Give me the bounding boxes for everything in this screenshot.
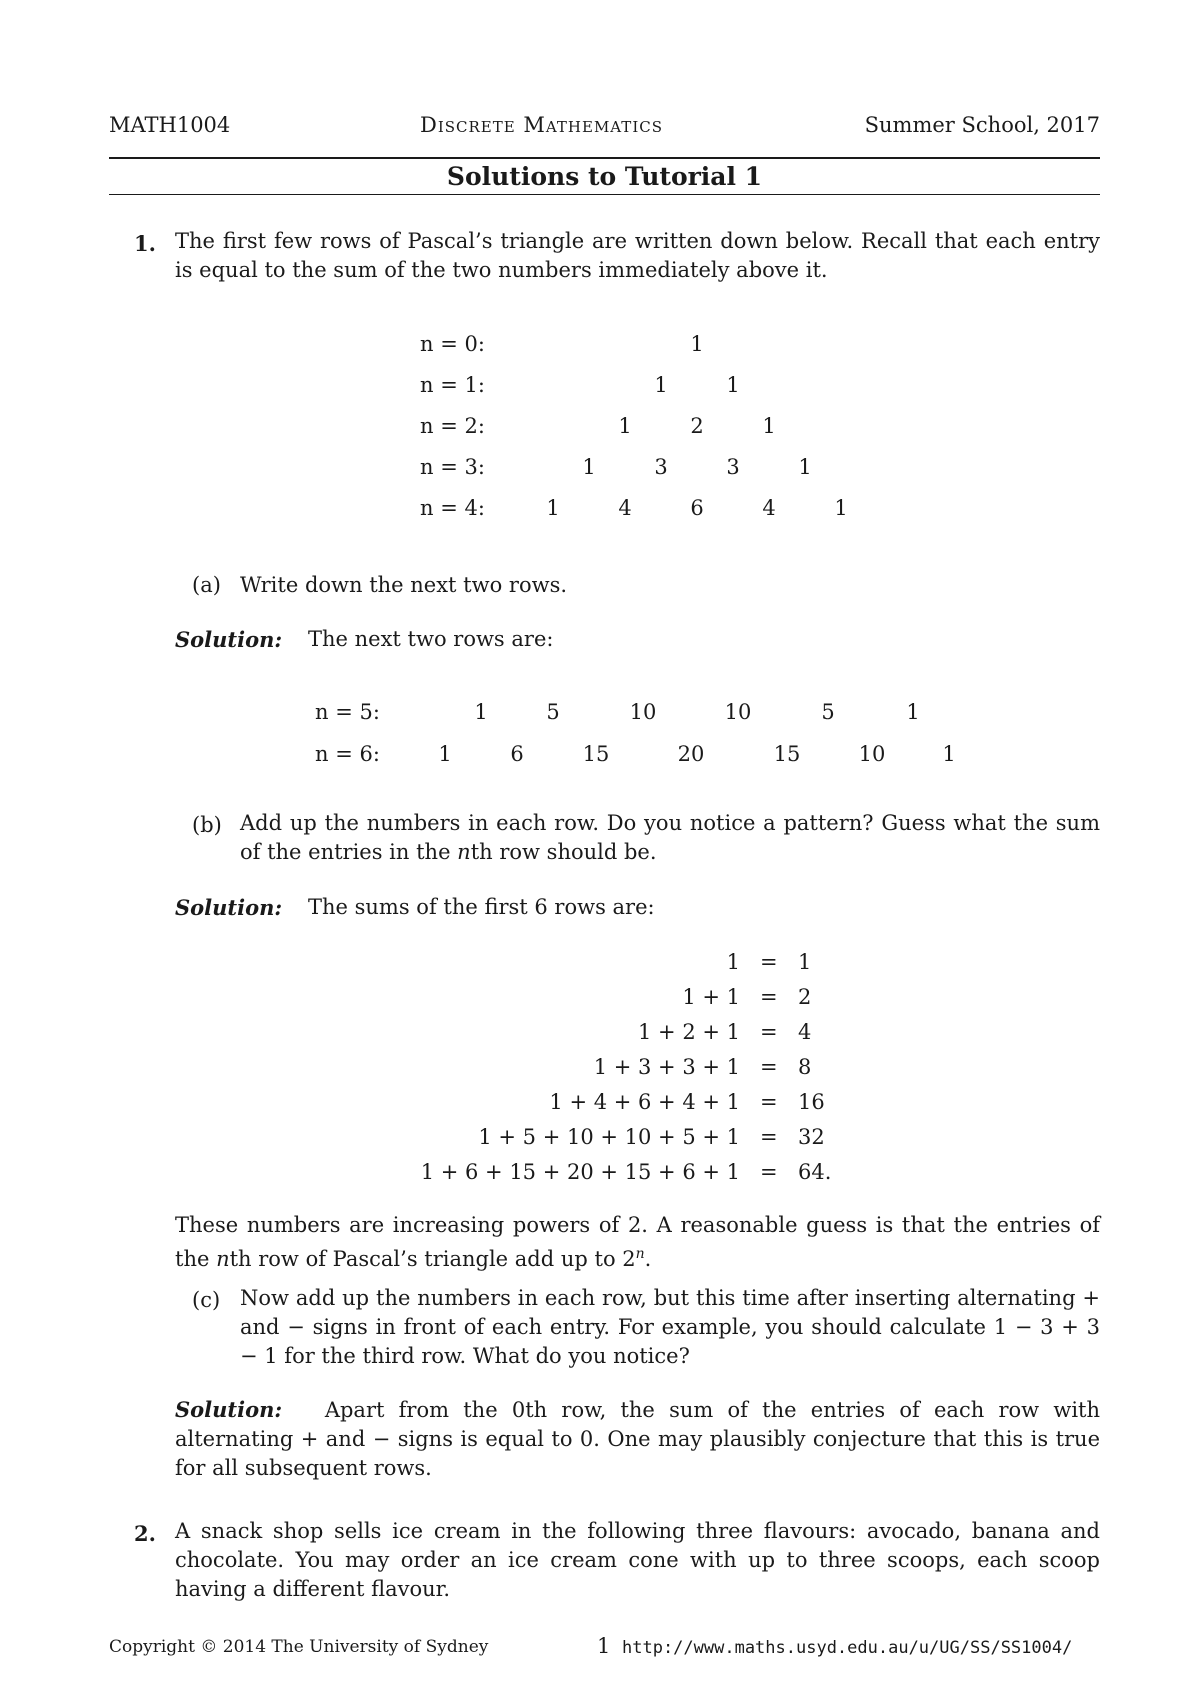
row-label-n0: n = 0: bbox=[420, 332, 485, 356]
triangle-entry: 6 bbox=[690, 496, 704, 520]
conclusion-exponent: n bbox=[635, 1246, 645, 1262]
question-1-number: 1. bbox=[134, 231, 156, 256]
solution-b-conclusion bbox=[175, 1211, 1100, 1274]
row-label-n5: n = 5: bbox=[315, 700, 380, 724]
triangle-entry: 10 bbox=[858, 742, 886, 766]
part-b-var: n bbox=[457, 840, 471, 864]
part-b-text-before: Add up the numbers in each row. Do you notice a pattern? Guess what the sum of the entries in the bbox=[240, 811, 1100, 864]
triangle-entry: 2 bbox=[690, 414, 704, 438]
triangle-entry: 4 bbox=[762, 496, 776, 520]
course-code: MATH1004 bbox=[109, 113, 231, 137]
triangle-entry: 1 bbox=[906, 700, 920, 724]
part-c-text: Now add up the numbers in each row, but this time after inserting alternating + and − signs in front of each entry. For example, you should calculate 1 − 3 + 3 − 1 for the third row. What do you notice? bbox=[240, 1286, 1100, 1368]
triangle-entry: 1 bbox=[726, 373, 740, 397]
triangle-entry: 3 bbox=[654, 455, 668, 479]
sum-equals: = bbox=[760, 950, 778, 974]
sum-lhs: 1 bbox=[726, 950, 740, 974]
part-c-label: (c) bbox=[192, 1288, 221, 1312]
triangle-entry: 1 bbox=[618, 414, 632, 438]
solution-a-text: The next two rows are: bbox=[308, 627, 554, 651]
part-a-text: Write down the next two rows. bbox=[240, 573, 568, 597]
triangle-entry: 1 bbox=[762, 414, 776, 438]
sum-rhs: 4 bbox=[798, 1020, 812, 1044]
term: Summer School, 2017 bbox=[864, 113, 1100, 137]
solution-c bbox=[175, 1395, 1100, 1483]
triangle-entry: 10 bbox=[629, 700, 657, 724]
triangle-entry: 20 bbox=[677, 742, 705, 766]
sum-equals: = bbox=[760, 1055, 778, 1079]
sum-equals: = bbox=[760, 1125, 778, 1149]
solution-c-text: Apart from the 0th row, the sum of the entries of each row with alternating + and − signs is equal to 0. One may plausibly conjecture that this is true for all subsequent rows. bbox=[175, 1398, 1100, 1480]
footer-url[interactable]: http://www.maths.usyd.edu.au/u/UG/SS/SS1004/ bbox=[622, 1638, 1073, 1658]
header-rule bbox=[109, 157, 1100, 159]
triangle-entry: 1 bbox=[546, 496, 560, 520]
solution-b-text: The sums of the first 6 rows are: bbox=[308, 895, 655, 919]
triangle-entry: 1 bbox=[474, 700, 488, 724]
triangle-entry: 1 bbox=[438, 742, 452, 766]
triangle-entry: 1 bbox=[582, 455, 596, 479]
triangle-entry: 4 bbox=[618, 496, 632, 520]
sum-equals: = bbox=[760, 1020, 778, 1044]
triangle-entry: 15 bbox=[582, 742, 610, 766]
course-name: Discrete Mathematics bbox=[420, 113, 663, 137]
triangle-entry: 1 bbox=[654, 373, 668, 397]
row-label-n2: n = 2: bbox=[420, 414, 485, 438]
sum-rhs: 64. bbox=[798, 1160, 832, 1184]
row-label-n1: n = 1: bbox=[420, 373, 485, 397]
row-label-n6: n = 6: bbox=[315, 742, 380, 766]
solution-c-label: Solution: bbox=[175, 1397, 283, 1422]
sum-rhs: 2 bbox=[798, 985, 812, 1009]
triangle-entry: 1 bbox=[798, 455, 812, 479]
triangle-entry: 3 bbox=[726, 455, 740, 479]
footer-copyright: Copyright © 2014 The University of Sydney bbox=[109, 1637, 489, 1657]
question-2-text: A snack shop sells ice cream in the following three flavours: avocado, banana and chocolate. You may order an ice cream cone with up to three scoops, each scoop having a different flavour. bbox=[175, 1519, 1100, 1601]
conclusion-mid: th row of Pascal’s triangle add up to 2 bbox=[229, 1247, 636, 1271]
sum-lhs: 1 + 5 + 10 + 10 + 5 + 1 bbox=[478, 1125, 740, 1149]
sum-equals: = bbox=[760, 985, 778, 1009]
triangle-entry: 1 bbox=[834, 496, 848, 520]
conclusion-after: . bbox=[644, 1247, 652, 1271]
page-title: Solutions to Tutorial 1 bbox=[446, 162, 763, 191]
sum-rhs: 1 bbox=[798, 950, 812, 974]
sum-equals: = bbox=[760, 1160, 778, 1184]
triangle-entry: 5 bbox=[546, 700, 560, 724]
part-b-text bbox=[240, 809, 1100, 867]
row-label-n4: n = 4: bbox=[420, 496, 485, 520]
solution-b-label: Solution: bbox=[175, 895, 283, 920]
conclusion-before: These numbers are increasing powers of 2. A reasonable guess is that the entries of the bbox=[175, 1213, 1100, 1271]
sum-rhs: 16 bbox=[798, 1090, 825, 1114]
title-rule bbox=[109, 194, 1100, 195]
sum-lhs: 1 + 4 + 6 + 4 + 1 bbox=[549, 1090, 740, 1114]
question-1-text: The first few rows of Pascal’s triangle are written down below. Recall that each entry is equal to the sum of the two numbers immediately above it. bbox=[175, 229, 1100, 282]
part-b-text-after: th row should be. bbox=[470, 840, 657, 864]
sum-equals: = bbox=[760, 1090, 778, 1114]
part-b-label: (b) bbox=[192, 813, 222, 837]
sum-rhs: 32 bbox=[798, 1125, 825, 1149]
sum-lhs: 1 + 6 + 15 + 20 + 15 + 6 + 1 bbox=[420, 1160, 740, 1184]
sum-lhs: 1 + 1 bbox=[682, 985, 740, 1009]
triangle-entry: 15 bbox=[773, 742, 801, 766]
solution-a-label: Solution: bbox=[175, 627, 283, 652]
sum-rhs: 8 bbox=[798, 1055, 812, 1079]
triangle-entry: 1 bbox=[942, 742, 956, 766]
question-2-number: 2. bbox=[134, 1521, 156, 1546]
sum-lhs: 1 + 2 + 1 bbox=[638, 1020, 740, 1044]
conclusion-var: n bbox=[216, 1247, 230, 1271]
triangle-entry: 1 bbox=[690, 332, 704, 356]
part-a-label: (a) bbox=[192, 573, 221, 597]
triangle-entry: 6 bbox=[510, 742, 524, 766]
row-label-n3: n = 3: bbox=[420, 455, 485, 479]
triangle-entry: 10 bbox=[724, 700, 752, 724]
sum-lhs: 1 + 3 + 3 + 1 bbox=[593, 1055, 740, 1079]
page-number: 1 bbox=[597, 1634, 611, 1658]
triangle-entry: 5 bbox=[821, 700, 835, 724]
